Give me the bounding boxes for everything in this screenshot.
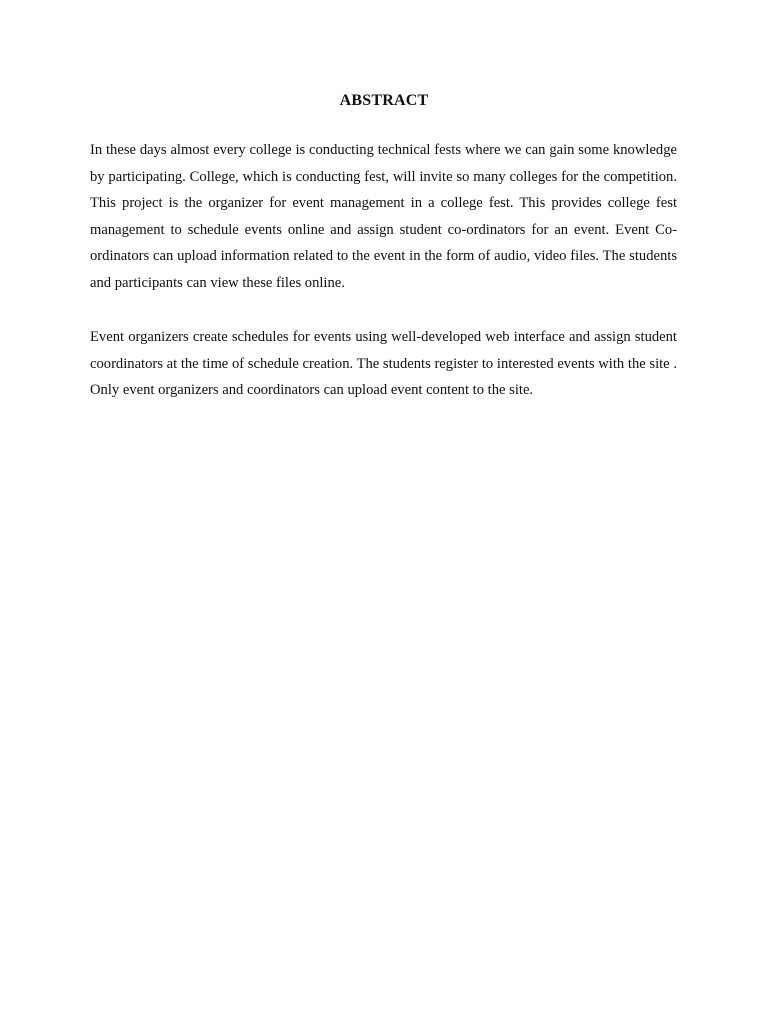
abstract-paragraph-1: In these days almost every college is conducting technical fests where we can gain some knowledge by participating. College, which is conducting fest, will invite so many colleges for the competition. This project is the organizer for event management in a college fest. This provides college fest management to schedule events online and assign student co-ordinators for an event. Event Co-ordinators can upload information related to the event in the form of audio, video files. The students and participants can view these files online. xyxy=(90,142,677,291)
page-title: ABSTRACT xyxy=(339,92,429,109)
abstract-paragraph-2: Event organizers create schedules for events using well-developed web interface and assign student coordinators at the time of schedule creation. The students register to interested events with the site . Only event organizers and coordinators can upload event content to the site. xyxy=(90,329,677,399)
